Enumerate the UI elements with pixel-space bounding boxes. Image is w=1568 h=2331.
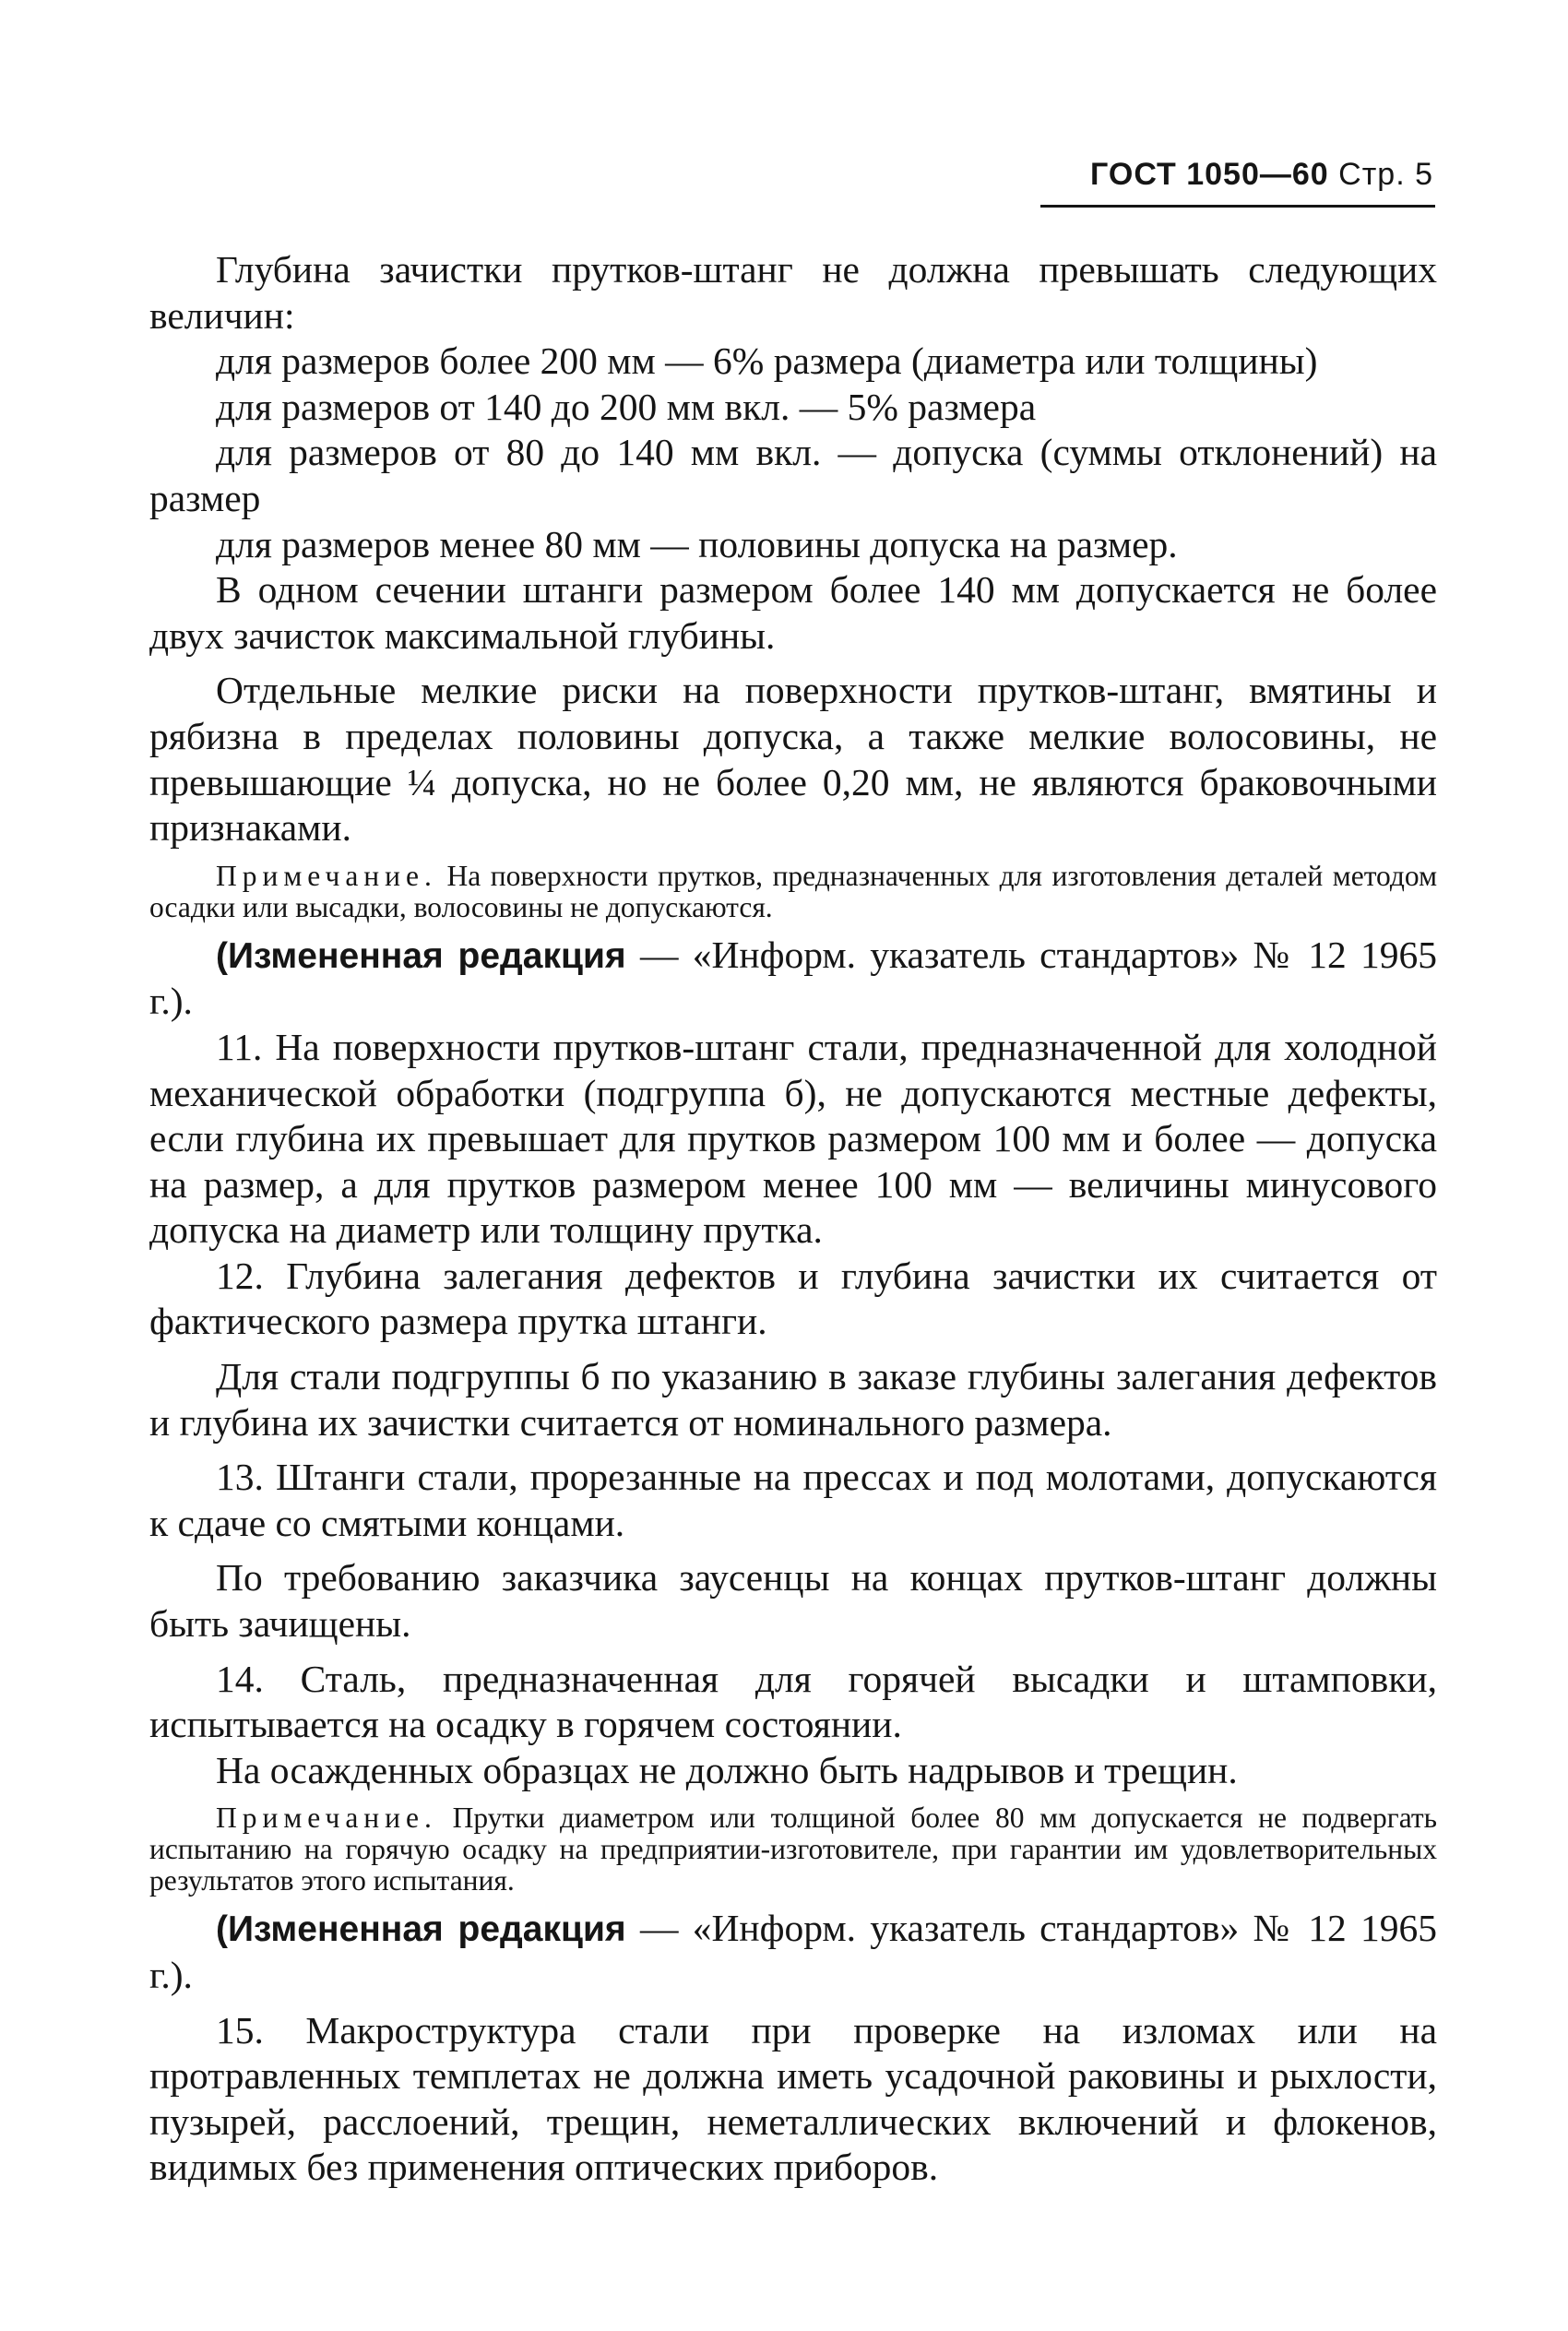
paragraph: По требованию заказчика заусенцы на концах прутков-штанг должны быть зачищены. bbox=[149, 1556, 1437, 1646]
paragraph: 12. Глубина залегания дефектов и глубина зачистки их считается от фактического размера прутка штанги. bbox=[149, 1254, 1437, 1343]
paragraph: Отдельные мелкие риски на поверхности прутков-штанг, вмятины и рябизна в пределах половины допуска, а также мелкие волосовины, не превышающие ¼ допуска, но не более 0,20 мм, не являются браковочными признаками. bbox=[149, 669, 1437, 850]
page-number: Стр. 5 bbox=[1338, 157, 1433, 192]
note bbox=[149, 861, 1437, 923]
note-label: Примечание. bbox=[216, 1802, 437, 1835]
page-header bbox=[1090, 157, 1433, 193]
note-text: Прутки диаметром или толщиной более 80 мм допускается не подвергать испытанию на горячую осадку на предприятии-изготовителе, при гарантии им удовлетворительных результатов этого испытания. bbox=[149, 1802, 1437, 1897]
paragraph: 14. Сталь, предназначенная для горячей высадки и штамповки, испытывается на осадку в горячем состоянии. bbox=[149, 1657, 1437, 1746]
edition-note bbox=[149, 1906, 1437, 1998]
edition-label: (Измененная редакция bbox=[216, 935, 626, 976]
paragraph: На осажденных образцах не должно быть надрывов и трещин. bbox=[216, 1748, 1238, 1791]
paragraph: 15. Макроструктура стали при проверке на изломах или на протравленных темплетах не должна иметь усадочной раковины и рыхлости, пузырей, расслоений, трещин, неметаллических включений и флокенов, видимых без применения оптических приборов. bbox=[149, 2008, 1437, 2189]
paragraph: В одном сечении штанги размером более 140 мм допускается не более двух зачисток максимальной глубины. bbox=[149, 568, 1437, 657]
header-rule bbox=[1040, 205, 1435, 208]
standard-number: ГОСТ 1050—60 bbox=[1090, 157, 1329, 192]
paragraph: Для стали подгруппы б по указанию в заказе глубины залегания дефектов и глубина их зачистки считается от номинального размера. bbox=[149, 1355, 1437, 1444]
paragraph: 11. На поверхности прутков-штанг стали, предназначенной для холодной механической обработки (подгруппа б), не допускаются местные дефекты, если глубина их превышает для прутков размером 100 мм и более — допуска на размер, а для прутков размером менее 100 мм — величины минусового допуска на диаметр или толщину прутка. bbox=[149, 1025, 1437, 1252]
paragraph: для размеров от 80 до 140 мм вкл. — допуска (суммы отклонений) на размер bbox=[149, 431, 1437, 519]
paragraph: для размеров более 200 мм — 6% размера (диаметра или толщины) bbox=[216, 339, 1318, 383]
paragraph: для размеров менее 80 мм — половины допуска на размер. bbox=[216, 522, 1178, 565]
paragraph: Глубина зачистки прутков-штанг не должна превышать следующих величин: bbox=[149, 248, 1437, 337]
note-label: Примечание. bbox=[216, 859, 437, 892]
document-body bbox=[149, 247, 1437, 2191]
paragraph: 13. Штанги стали, прорезанные на прессах и под молотами, допускаются к сдаче со смятыми концами. bbox=[149, 1456, 1437, 1544]
note bbox=[149, 1802, 1437, 1897]
edition-text: — «Информ. указатель стандартов» № 12 1965 г.). bbox=[149, 933, 1437, 1023]
paragraph: для размеров от 140 до 200 мм вкл. — 5% размера bbox=[216, 385, 1037, 428]
note-text: На поверхности прутков, предназначенных для изготовления деталей методом осадки или высадки, волосовины не допускаются. bbox=[149, 859, 1438, 923]
edition-label: (Измененная редакция bbox=[216, 1909, 626, 1950]
edition-note bbox=[149, 933, 1437, 1025]
edition-text: — «Информ. указатель стандартов» № 12 1965 г.). bbox=[149, 1907, 1437, 1996]
